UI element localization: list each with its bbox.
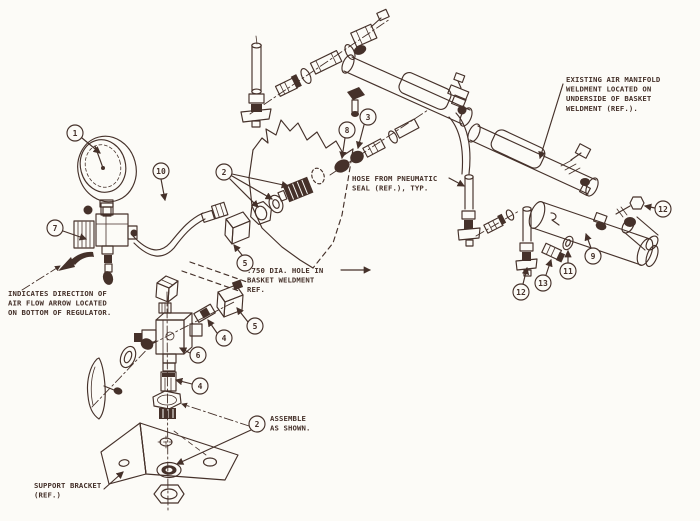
callout-number: 11 (563, 266, 573, 276)
hex-bushing (153, 391, 181, 419)
callout-7 (47, 220, 86, 239)
air-flow-arrow-symbol (58, 252, 94, 271)
callout-5 (237, 308, 263, 334)
annotation-layer (8, 75, 671, 500)
bottom-hex-nut (154, 485, 184, 503)
callout-number: 4 (197, 381, 203, 391)
callout-number: 3 (365, 112, 371, 122)
note-text-line: ASSEMBLE (270, 414, 306, 423)
below-cross-fittings (161, 363, 176, 391)
callout-number: 1 (72, 128, 78, 138)
note-text-line: WELDMENT (REF.). (566, 103, 638, 113)
note-leader-line (540, 84, 563, 158)
callout-number: 6 (195, 350, 201, 360)
callout-leader-line (645, 206, 655, 208)
callout-leader-line (208, 320, 217, 333)
air-manifold-tube-2 (465, 122, 600, 198)
note-text-line: HOSE FROM PNEUMATIC (352, 174, 438, 183)
exploded-axis-top (250, 19, 390, 114)
note-text-line: WELDMENT LOCATED ON (566, 84, 652, 94)
note-text-line: SEAL (REF.), TYP. (352, 183, 429, 193)
callout-number: 13 (538, 278, 548, 288)
callout-number: 8 (344, 125, 350, 135)
callout-2 (177, 404, 265, 464)
assemble-as-shown-note (270, 414, 310, 433)
callout-number: 9 (590, 251, 596, 261)
note-text-line: UNDERSIDE OF BASKET (566, 94, 652, 104)
note-text-line: ON BOTTOM OF REGULATOR. (8, 308, 112, 318)
support-bracket-note (34, 472, 123, 500)
callout-13 (535, 260, 551, 291)
note-text-line: (REF.) (34, 490, 61, 500)
support-bracket (101, 423, 238, 484)
callout-number: 2 (254, 419, 260, 429)
callout-number: 7 (52, 223, 58, 233)
callout-leader-line (358, 125, 364, 148)
callout-number: 12 (516, 287, 526, 297)
callout-leader-line (161, 179, 165, 200)
note-text-line: REF. (247, 285, 265, 295)
valve-handle-chain (87, 336, 156, 419)
washer-a (267, 193, 286, 215)
callout-4 (176, 378, 208, 394)
existing-air-manifold-note (540, 75, 661, 158)
top-fitting-row (275, 43, 357, 96)
callout-leader-line (232, 174, 288, 186)
callout-10 (153, 163, 169, 200)
washer-b (561, 235, 575, 251)
note-text-line: SUPPORT BRACKET (34, 481, 102, 490)
callout-number: 4 (221, 333, 227, 343)
callout-4 (208, 320, 232, 346)
regulator-hose (133, 213, 205, 256)
callout-6 (180, 347, 206, 363)
elbow-fitting-a (225, 212, 250, 244)
callout-leader-line (176, 380, 192, 384)
callout-leader-line (546, 260, 551, 275)
hose-from-pneumatic-seal-note (352, 174, 464, 193)
note-text-line: AS SHOWN. (270, 423, 311, 433)
note-text-line: AIR FLOW ARROW LOCATED (8, 298, 107, 308)
callout-12 (645, 201, 671, 217)
mid-diagonal-fittings (476, 209, 519, 236)
air-flow-direction-note (8, 266, 111, 317)
callout-leader-line (182, 404, 249, 426)
note-text-line: EXISTING AIR MANIFOLD (566, 75, 661, 84)
note-text-line: INDICATES DIRECTION OF (8, 289, 107, 298)
hose-tube-c (516, 207, 537, 276)
screw-fitting-right-b (616, 197, 644, 217)
callout-9 (585, 234, 601, 264)
callout-12 (513, 268, 529, 300)
callout-number: 5 (242, 258, 248, 268)
note-leader-line (449, 178, 464, 186)
callout-leader-line (234, 245, 242, 255)
air-regulator (74, 203, 138, 286)
note-text-line: .750 DIA. HOLE IN (247, 266, 324, 275)
callout-number: 5 (252, 321, 258, 331)
note-text-line: BASKET WELDMENT (247, 275, 315, 285)
basket-hole-note (247, 266, 370, 294)
callout-number: 2 (221, 167, 227, 177)
note-leader-line (22, 266, 60, 290)
compression-fitting-13 (541, 243, 566, 262)
callout-1 (67, 125, 100, 153)
anchor-tube-top (241, 36, 271, 127)
callout-number: 10 (156, 166, 166, 176)
callout-number: 12 (658, 204, 668, 214)
